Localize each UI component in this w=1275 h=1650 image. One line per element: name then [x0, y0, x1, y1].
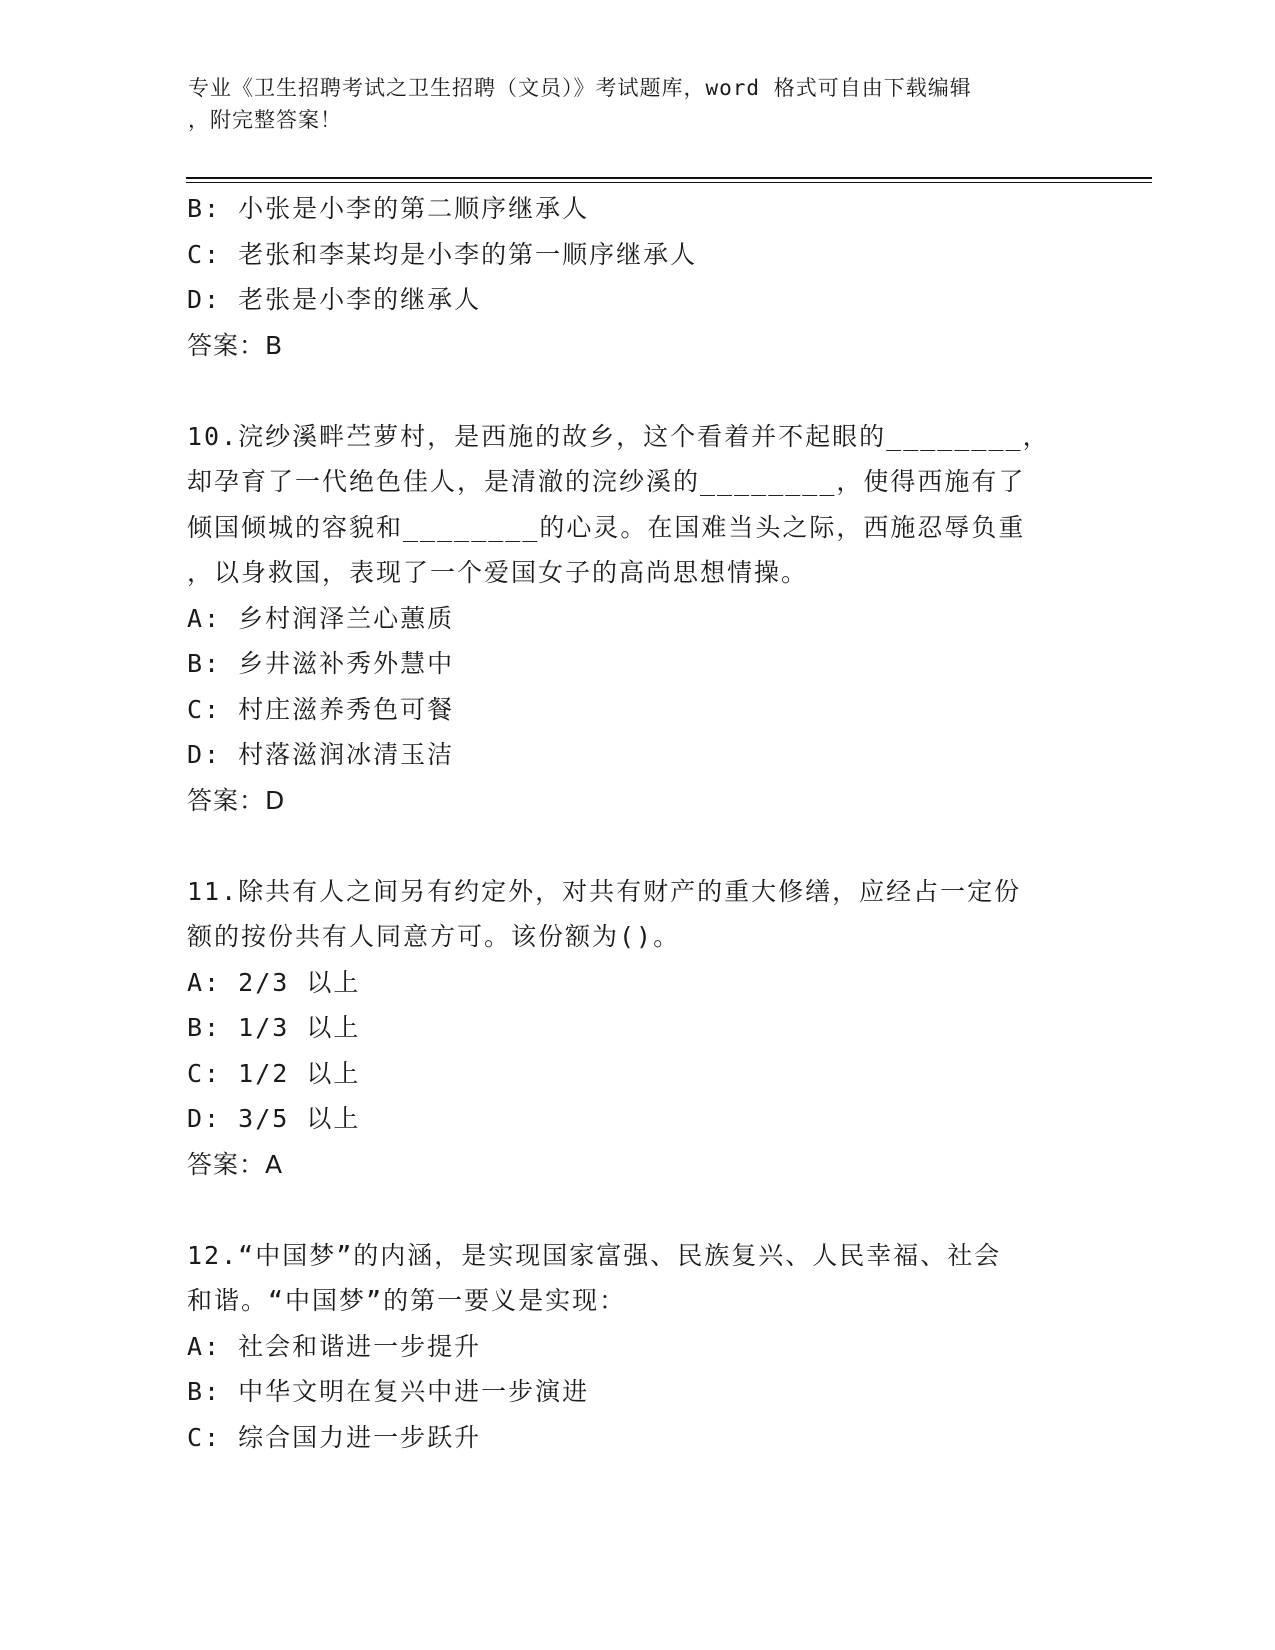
- answer: 答案：D: [187, 785, 286, 815]
- header-line-2: ，附完整答案！: [188, 108, 342, 132]
- question-9: [187, 186, 1087, 368]
- option-a: A: 社会和谐进一步提升: [187, 1331, 482, 1361]
- question-10: [187, 414, 1087, 824]
- option-d: D: 老张是小李的继承人: [187, 285, 482, 314]
- answer: 答案：B: [187, 330, 284, 360]
- option-a: A: 2/3 以上: [187, 967, 361, 997]
- spacer: [187, 1187, 1087, 1233]
- question-stem: 额的按份共有人同意方可。该份额为()。: [187, 922, 681, 951]
- question-stem: 11.除共有人之间另有约定外，对共有财产的重大修缮，应经占一定份: [187, 876, 1022, 906]
- question-stem: 却孕育了一代绝色佳人，是清澈的浣纱溪的________，使得西施有了: [187, 467, 1026, 496]
- option-d: D: 村落滋润冰清玉洁: [187, 740, 455, 769]
- option-c: C: 村庄滋养秀色可餐: [187, 694, 455, 724]
- question-stem: ，以身救国，表现了一个爱国女子的高尚思想情操。: [187, 558, 809, 587]
- option-a: A: 乡村润泽兰心蕙质: [187, 603, 455, 633]
- option-c: C: 老张和李某均是小李的第一顺序继承人: [187, 239, 698, 269]
- option-b: B: 乡井滋补秀外慧中: [187, 649, 455, 678]
- answer: 答案：A: [187, 1149, 284, 1179]
- spacer: [187, 368, 1087, 414]
- option-b: B: 小张是小李的第二顺序继承人: [187, 194, 590, 223]
- question-stem: 10.浣纱溪畔苎萝村，是西施的故乡，这个看着并不起眼的________，: [187, 421, 1050, 451]
- question-stem: 12.“中国梦”的内涵，是实现国家富强、民族复兴、人民幸福、社会: [187, 1240, 1002, 1270]
- option-c: C: 1/2 以上: [187, 1058, 361, 1088]
- spacer: [187, 823, 1087, 869]
- question-12: [187, 1233, 1087, 1461]
- page-header: [188, 72, 1088, 136]
- option-c: C: 综合国力进一步跃升: [187, 1422, 482, 1452]
- header-rule-thin: [186, 182, 1152, 183]
- header-rule-thick: [186, 177, 1152, 179]
- header-line-1: 专业《卫生招聘考试之卫生招聘（文员）》考试题库，word 格式可自由下载编辑: [188, 76, 972, 100]
- option-d: D: 3/5 以上: [187, 1104, 361, 1133]
- question-stem: 倾国倾城的容貌和________的心灵。在国难当头之际，西施忍辱负重: [187, 512, 1026, 542]
- question-list: [187, 186, 1087, 1460]
- option-b: B: 1/3 以上: [187, 1013, 361, 1042]
- option-b: B: 中华文明在复兴中进一步演进: [187, 1377, 590, 1406]
- question-stem: 和谐。“中国梦”的第一要义是实现：: [187, 1286, 627, 1315]
- question-11: [187, 869, 1087, 1188]
